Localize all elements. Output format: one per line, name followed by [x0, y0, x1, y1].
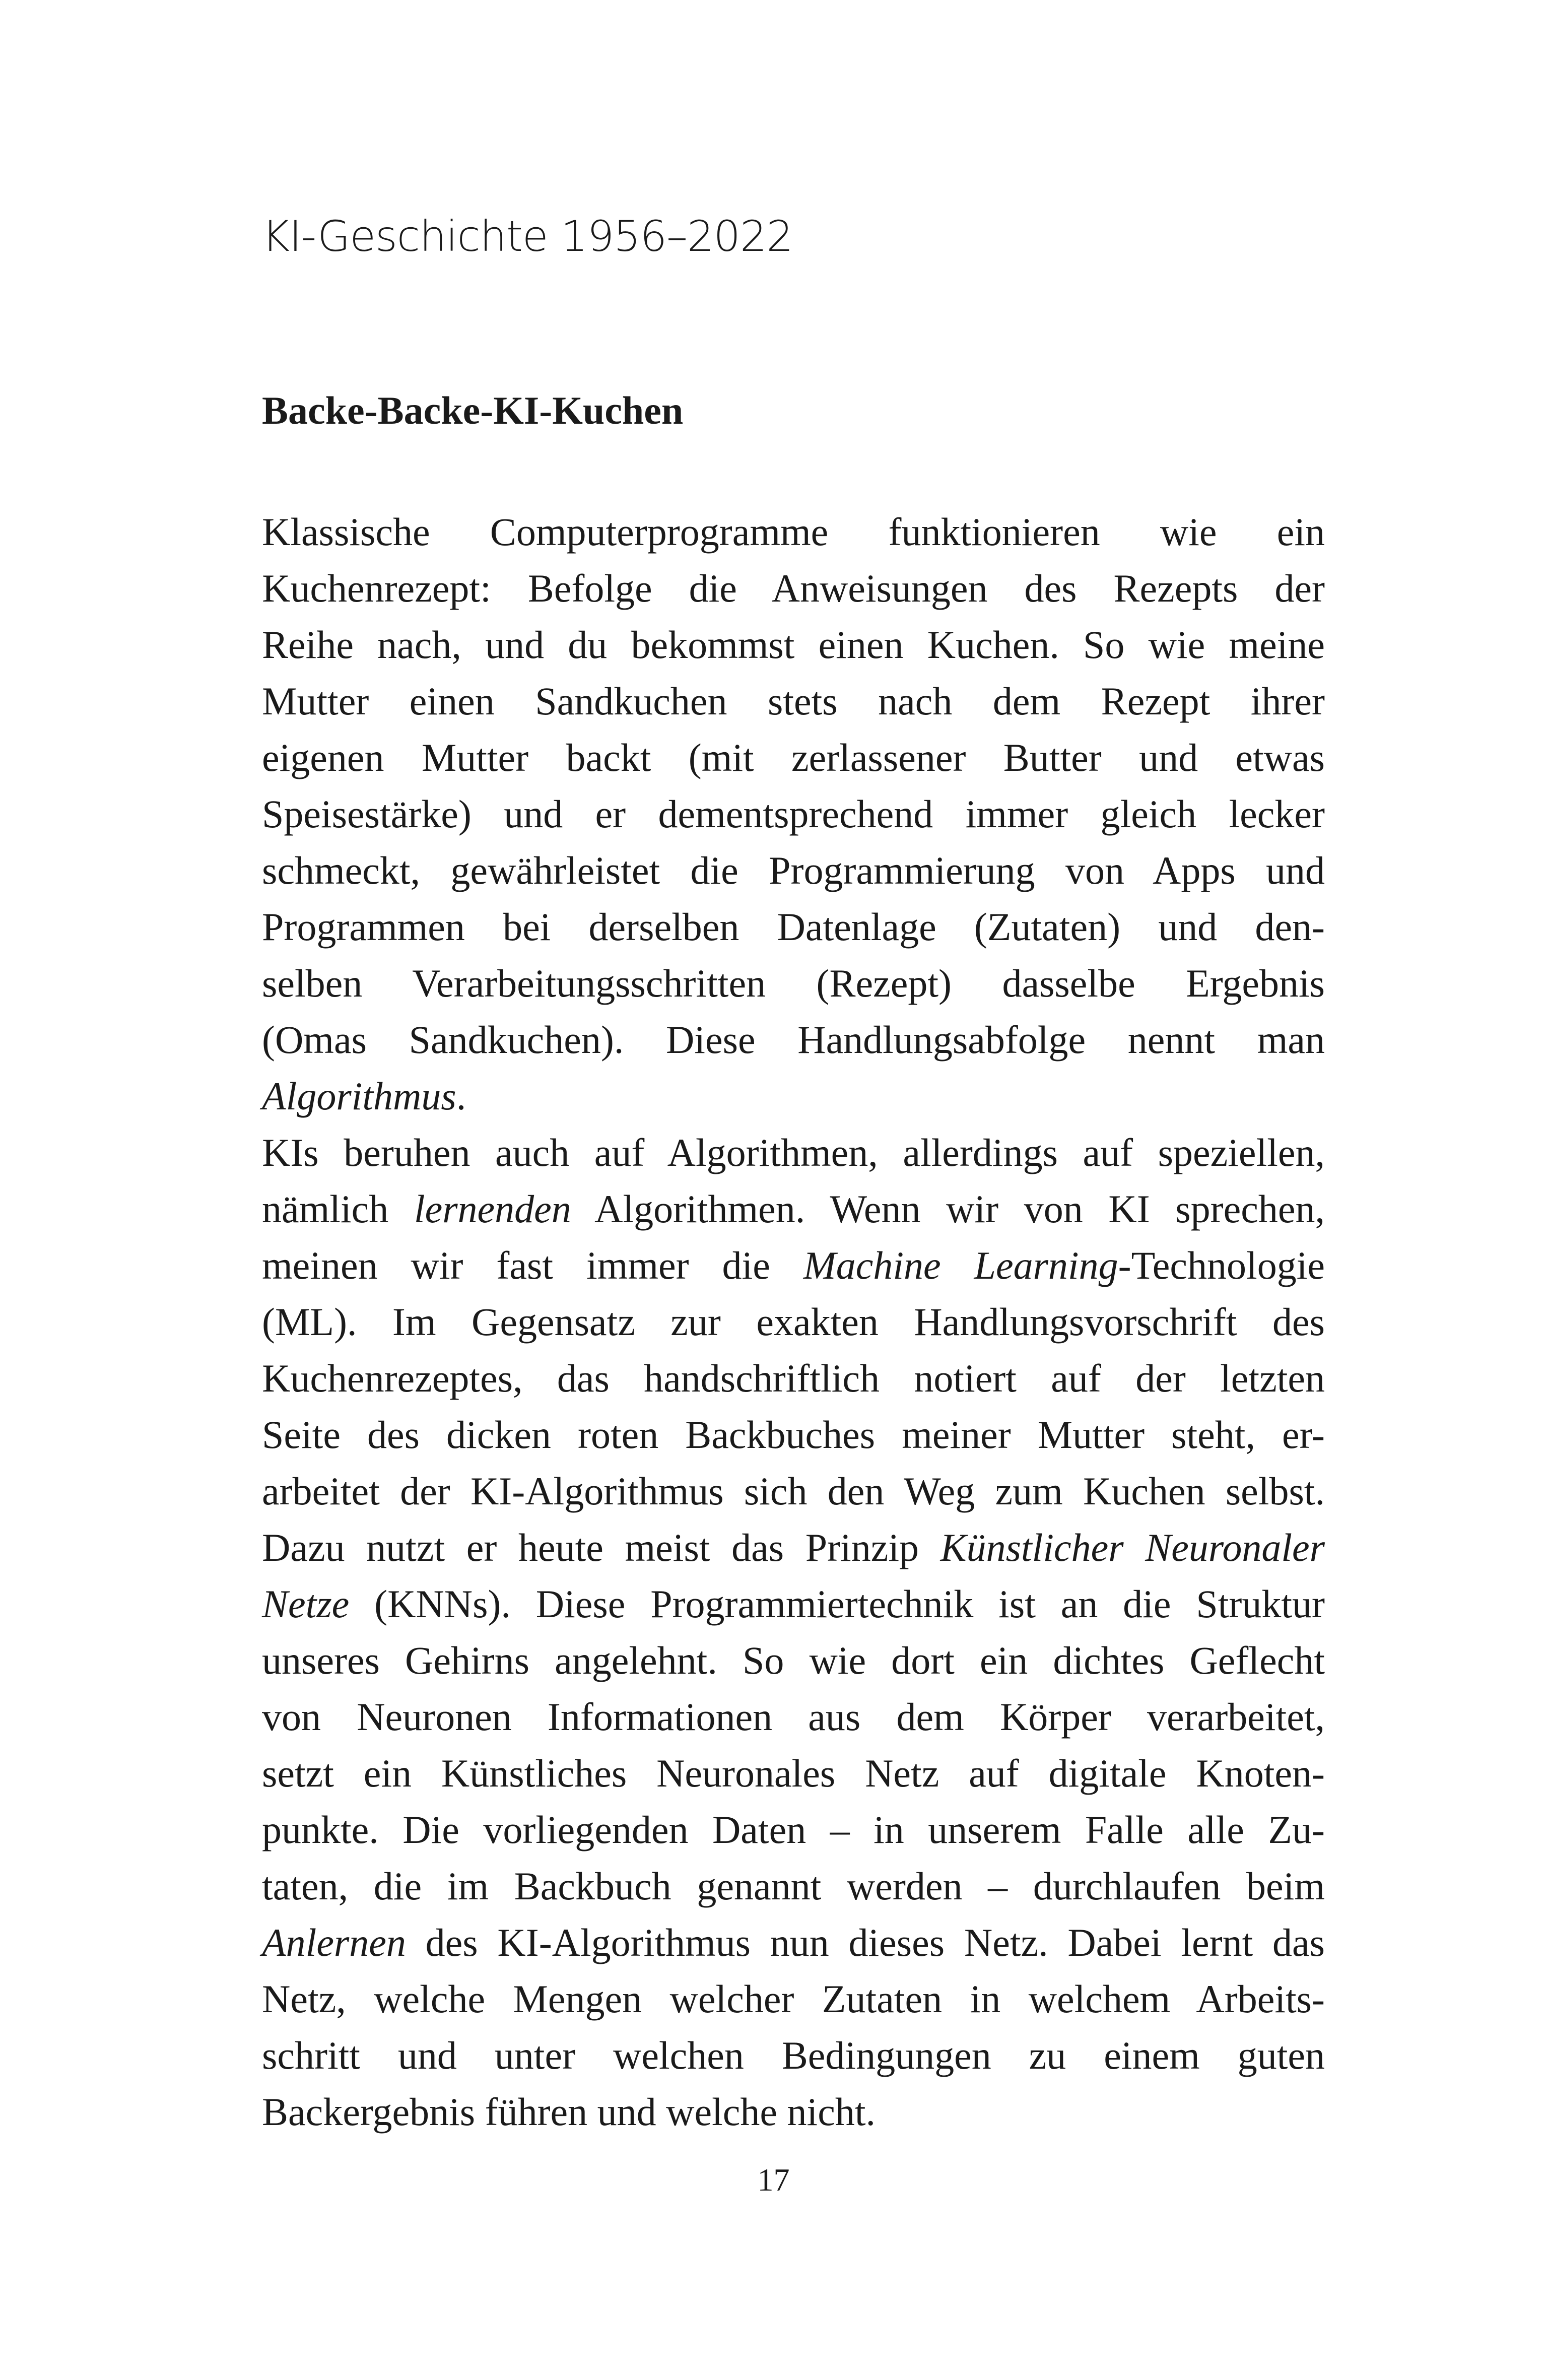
text-line	[262, 1745, 1325, 1802]
text-run: selben Verarbeitungsschritten (Rezept) dasselbe Ergebnis	[262, 961, 1325, 1005]
text-line	[262, 1519, 1325, 1576]
body-text	[262, 504, 1325, 2140]
text-line	[262, 1632, 1325, 1689]
text-line	[262, 1237, 1325, 1294]
text-line	[262, 842, 1325, 899]
text-line	[262, 1068, 1325, 1125]
text-line	[262, 1181, 1325, 1237]
text-line	[262, 1125, 1325, 1181]
text-run: Backergebnis führen und welche nicht.	[262, 2090, 876, 2134]
text-run: Reihe nach, und du bekommst einen Kuchen. So wie meine	[262, 623, 1325, 667]
text-line	[262, 1407, 1325, 1463]
text-run: (ML). Im Gegensatz zur exakten Handlungsvorschrift des	[262, 1300, 1325, 1344]
text-run: KIs beruhen auch auf Algorithmen, allerdings auf speziellen,	[262, 1131, 1325, 1174]
text-line	[262, 1350, 1325, 1407]
text-line	[262, 1012, 1325, 1068]
text-line	[262, 560, 1325, 617]
text-line	[262, 2027, 1325, 2084]
text-run: (KNNs). Diese Programmiertechnik ist an die Struktur	[349, 1582, 1325, 1626]
text-run: eigenen Mutter backt (mit zerlassener Butter und etwas	[262, 736, 1325, 779]
text-line	[262, 504, 1325, 560]
running-head: KI-Geschichte 1956–2022	[262, 212, 793, 261]
text-run: unseres Gehirns angelehnt. So wie dort ein dichtes Geflecht	[262, 1638, 1325, 1682]
emphasis-text: Netze	[262, 1582, 350, 1626]
text-line	[262, 955, 1325, 1012]
text-line	[262, 2084, 1325, 2140]
text-line	[262, 1576, 1325, 1632]
emphasis-text: lernenden	[414, 1187, 571, 1231]
text-run: Algorithmen. Wenn wir von KI sprechen,	[571, 1187, 1325, 1231]
text-line	[262, 1914, 1325, 1971]
text-run: schmeckt, gewährleistet die Programmierung von Apps und	[262, 848, 1325, 892]
text-run: Programmen bei derselben Datenlage (Zutaten) und den-	[262, 905, 1325, 949]
emphasis-text: Künstlicher Neuronaler	[940, 1526, 1325, 1569]
text-line	[262, 899, 1325, 955]
text-line	[262, 1294, 1325, 1350]
text-run: (Omas Sandkuchen). Diese Handlungsabfolge nennt man	[262, 1018, 1325, 1062]
text-run: punkte. Die vorliegenden Daten – in unserem Falle alle Zu-	[262, 1808, 1325, 1852]
emphasis-text: Anlernen	[262, 1921, 406, 1964]
text-line	[262, 1689, 1325, 1745]
text-line	[262, 730, 1325, 786]
text-run: -Technologie	[1118, 1243, 1325, 1287]
text-line	[262, 617, 1325, 673]
text-run: schritt und unter welchen Bedingungen zu einem guten	[262, 2033, 1325, 2077]
text-run: Klassische Computerprogramme funktionieren wie ein	[262, 510, 1325, 554]
text-line	[262, 786, 1325, 842]
text-run: nämlich	[262, 1187, 414, 1231]
text-run: Seite des dicken roten Backbuches meiner Mutter steht, er-	[262, 1413, 1325, 1457]
text-run: von Neuronen Informationen aus dem Körper verarbeitet,	[262, 1695, 1325, 1739]
emphasis-text: Machine Learning	[803, 1243, 1118, 1287]
text-run: Netz, welche Mengen welcher Zutaten in welchem Arbeits-	[262, 1977, 1325, 2021]
text-run: arbeitet der KI-Algorithmus sich den Weg zum Kuchen selbst.	[262, 1469, 1325, 1513]
text-run: Mutter einen Sandkuchen stets nach dem Rezept ihrer	[262, 679, 1325, 723]
text-line	[262, 1971, 1325, 2027]
text-line	[262, 1858, 1325, 1914]
text-run: Kuchenrezeptes, das handschriftlich notiert auf der letzten	[262, 1356, 1325, 1400]
text-line	[262, 673, 1325, 730]
text-run: Kuchenrezept: Befolge die Anweisungen des Rezepts der	[262, 566, 1325, 610]
text-run: des KI-Algorithmus nun dieses Netz. Dabei lernt das	[406, 1921, 1325, 1964]
emphasis-text: Algorithmus	[262, 1074, 456, 1118]
text-run: setzt ein Künstliches Neuronales Netz auf digitale Knoten-	[262, 1751, 1325, 1795]
text-run: Dazu nutzt er heute meist das Prinzip	[262, 1526, 940, 1569]
text-run: taten, die im Backbuch genannt werden – durchlaufen beim	[262, 1864, 1325, 1908]
page-number: 17	[757, 2162, 790, 2198]
text-run: meinen wir fast immer die	[262, 1243, 803, 1287]
text-line	[262, 1463, 1325, 1519]
text-line	[262, 1802, 1325, 1858]
section-title: Backe-Backe-KI-Kuchen	[262, 388, 684, 432]
text-run: Speisestärke) und er dementsprechend immer gleich lecker	[262, 792, 1325, 836]
text-run: .	[456, 1074, 466, 1118]
